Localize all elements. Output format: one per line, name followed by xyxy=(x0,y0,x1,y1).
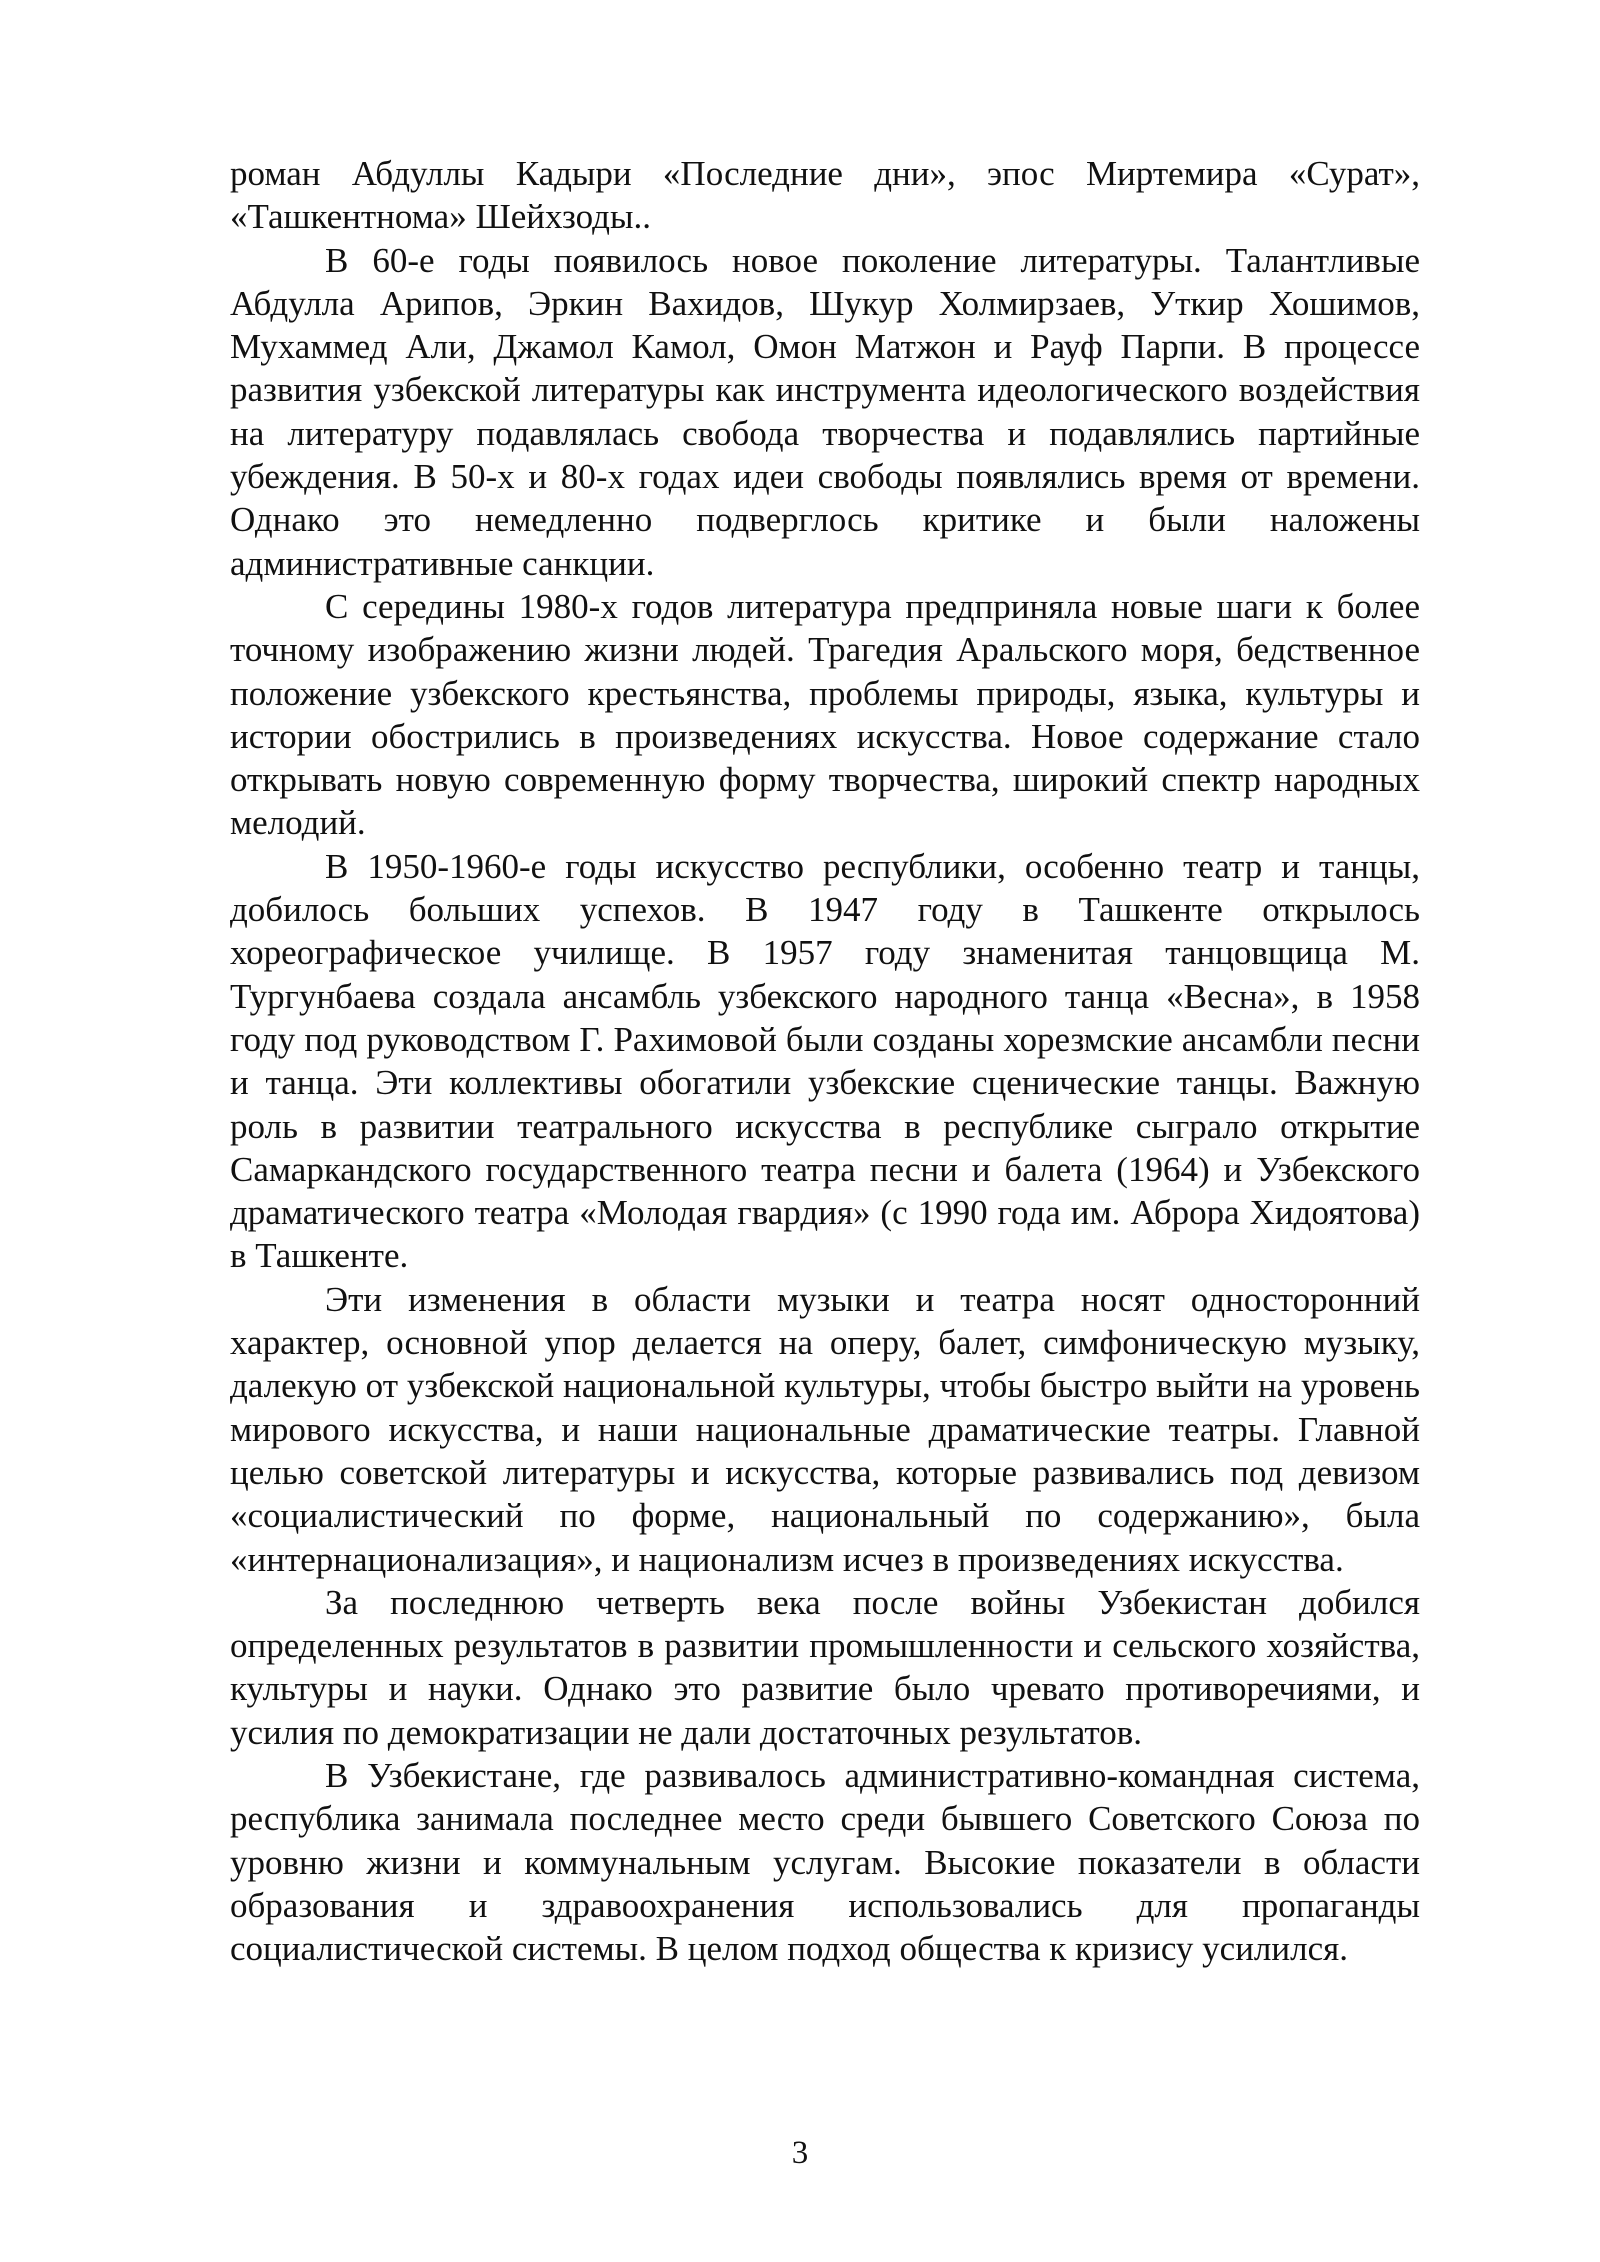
paragraph-postwar-results: За последнюю четверть века после войны Узбекистан добился определенных результатов в развитии промышленности и сельского хозяйства, культуры и науки. Однако это развитие было чревато противоречиями, и усилия по демократизации не дали достаточных результатов. xyxy=(230,1582,1420,1752)
paragraph-theatre-dance: В 1950-1960-е годы искусство республики, особенно театр и танцы, добилось больших успехов. В 1947 году в Ташкенте открылось хореографическое училище. В 1957 году знаменитая танцовщица М. Тургунбаева создала ансамбль узбекского народного танца «Весна», в 1958 году под руководством Г. Рахимовой были созданы хорезмские ансамбли песни и танца. Эти коллективы обогатили узбекские сценические танцы. Важную роль в развитии театрального искусства в республике сыграло открытие Самаркандского государственного театра песни и балета (1964) и Узбекского драматического театра «Молодая гвардия» (с 1990 года им. Аброра Хидоятова) в Ташкенте. xyxy=(230,846,1420,1276)
paragraph-mid-1980s: С середины 1980-х годов литература предприняла новые шаги к более точному изображению жизни людей. Трагедия Аральского моря, бедственное положение узбекского крестьянства, проблемы природы, языка, культуры и истории обострились в произведениях искусства. Новое содержание стало открывать новую современную форму творчества, широкий спектр народных мелодий. xyxy=(230,586,1420,843)
document-body xyxy=(230,152,1420,1970)
page-number: 3 xyxy=(791,2135,809,2171)
paragraph-continuation: роман Абдуллы Кадыри «Последние дни», эпос Миртемира «Сурат», «Ташкентнома» Шейхзоды.. xyxy=(230,154,1420,237)
paragraph-command-system: В Узбекистане, где развивалось административно-командная система, республика занимала последнее место среди бывшего Советского Союза по уровню жизни и коммунальным услугам. Высокие показатели в области образования и здравоохранения использовались для пропаганды социалистической системы. В целом подход общества к кризису усилился. xyxy=(230,1755,1420,1969)
paragraph-music-theatre-changes: Эти изменения в области музыки и театра носят односторонний характер, основной упор делается на оперу, балет, симфоническую музыку, далекую от узбекской национальной культуры, чтобы быстро выйти на уровень мирового искусства, и наши национальные драматические театры. Главной целью советской литературы и искусства, которые развивались под девизом «социалистический по форме, национальный по содержанию», была «интернационализация», и национализм исчез в произведениях искусства. xyxy=(230,1279,1420,1579)
paragraph-new-generation: В 60-е годы появилось новое поколение литературы. Талантливые Абдулла Арипов, Эркин Вахидов, Шукур Холмирзаев, Уткир Хошимов, Мухаммед Али, Джамол Камол, Омон Матжон и Рауф Парпи. В процессе развития узбекской литературы как инструмента идеологического воздействия на литературу подавлялась свобода творчества и подавлялись партийные убеждения. В 50-х и 80-х годах идеи свободы появлялись время от времени. Однако это немедленно подверглось критике и были наложены административные санкции. xyxy=(230,240,1420,583)
